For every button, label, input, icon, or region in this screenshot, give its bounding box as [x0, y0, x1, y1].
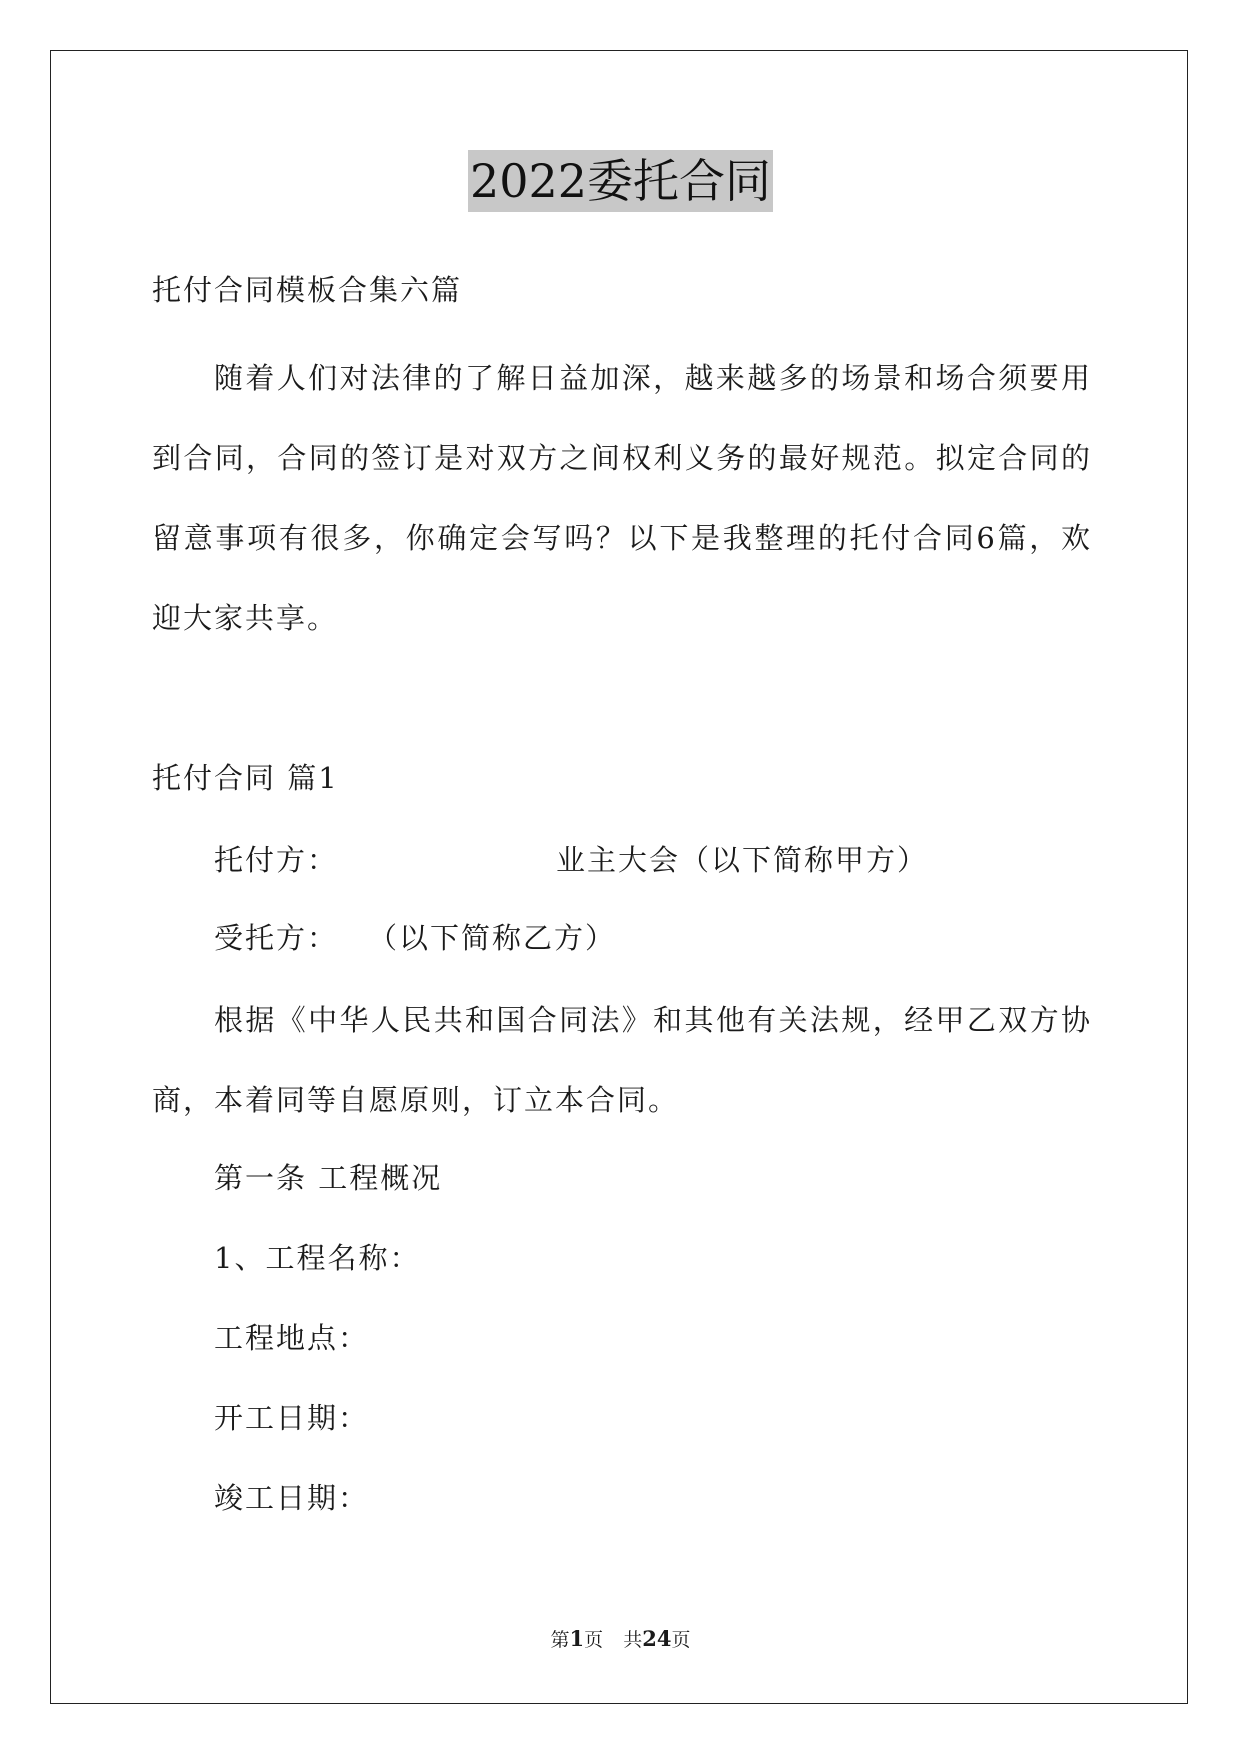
intro-paragraph: 随着人们对法律的了解日益加深，越来越多的场景和场合须要用到合同，合同的签订是对双方之间权利义务的最好规范。拟定合同的留意事项有很多，你确定会写吗？以下是我整理的托付合同6篇，欢迎大家共享。 — [152, 361, 1092, 635]
start-date-label: 开工日期： — [214, 1401, 370, 1435]
completion-date-label: 竣工日期： — [214, 1481, 370, 1515]
footer-page-prefix: 第 — [550, 1629, 570, 1651]
project-location-label: 工程地点： — [214, 1321, 370, 1355]
basis-paragraph: 根据《中华人民共和国合同法》和其他有关法规，经甲乙双方协商，本着同等自愿原则，订立本合同。 — [152, 1003, 1092, 1117]
document-title: 2022委托合同 — [468, 150, 773, 212]
footer-page-number: 1 — [569, 1626, 585, 1651]
document-subtitle: 托付合同模板合集六篇 — [152, 273, 463, 307]
principal-label: 托付方： — [214, 843, 339, 877]
page-footer — [0, 1626, 1241, 1653]
footer-page-word: 页 — [584, 1629, 604, 1651]
footer-total-pages: 24 — [642, 1626, 672, 1651]
project-name-label: 1、工程名称： — [214, 1241, 421, 1275]
section-heading: 托付合同 篇1 — [152, 761, 339, 795]
principal-value: 业主大会（以下简称甲方） — [556, 843, 929, 877]
footer-total-word: 页 — [671, 1629, 691, 1651]
article-1-heading: 第一条 工程概况 — [214, 1161, 443, 1195]
agent-value: （以下简称乙方） — [368, 921, 617, 955]
title-container — [0, 150, 1241, 212]
footer-total-prefix: 共 — [623, 1629, 643, 1651]
agent-label: 受托方： — [214, 921, 339, 955]
